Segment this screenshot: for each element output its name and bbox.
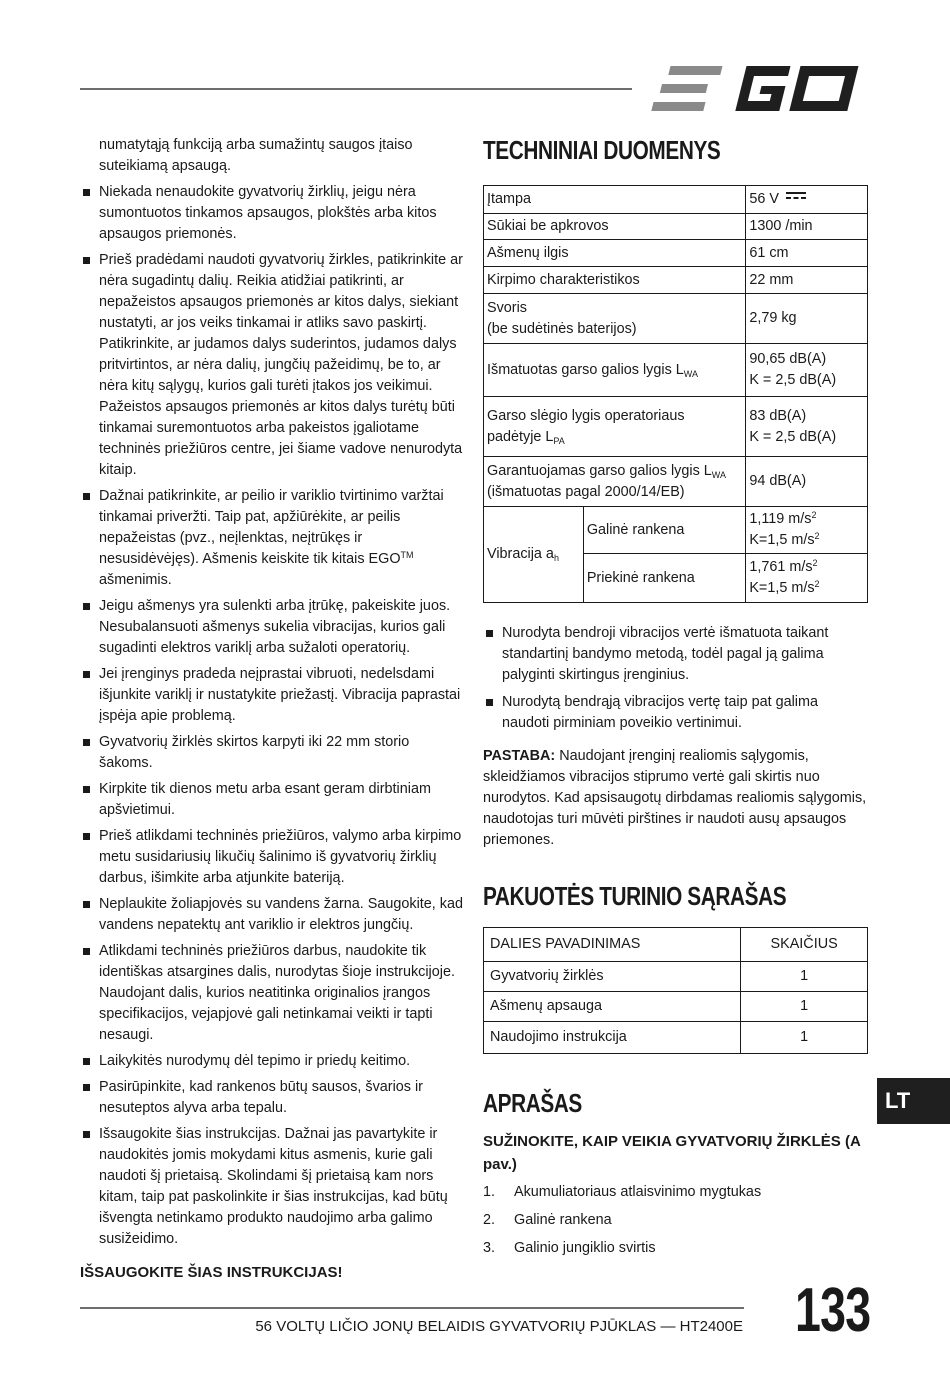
bullet-square-icon <box>83 948 90 955</box>
bullet-square-icon <box>83 493 90 500</box>
package-table <box>483 927 868 1054</box>
list-item: Nurodyta bendroji vibracijos vertė išmatuota taikant standartinį bandymo metodą, todėl pagal ją galima palyginti skirtingus įrenginius. <box>483 623 868 686</box>
list-item: Atlikdami techninės priežiūros darbus, naudokite tik identiškas atsargines dalis, nurodytas šioje instrukcijoje. Naudojant dalis, kurios neatitinka originalios įrangos specifikacijos, vejapjovė gali netinkamai veikti ir tapti nesaugi. <box>80 941 464 1046</box>
table-row: Sūkiai be apkrovos 1300 /min <box>484 214 868 240</box>
dc-symbol-icon <box>786 191 806 201</box>
list-item: Neplaukite žoliapjovės su vandens žarna. Saugokite, kad vandens nepatektų ant variklio ir elektros jungčių. <box>80 894 464 936</box>
safety-column <box>80 135 464 1283</box>
trademark-mark: TM <box>400 550 414 560</box>
table-row: DALIES PAVADINIMAS SKAIČIUS <box>484 928 868 962</box>
bullet-square-icon <box>83 1131 90 1138</box>
language-tab: LT <box>877 1078 950 1124</box>
specs-title: TECHNINIAI DUOMENYS <box>483 135 721 165</box>
note-paragraph: PASTABA: Naudojant įrenginį realiomis sąlygomis, skleidžiamos vibracijos stiprumo vertė gali skirtis nuo nurodytos. Kad apsisaugotų dirbdamas realiomis sąlygomis, naudotojas turi mūvėti pirštines ir naudoti ausų apsaugos priemones. <box>483 748 867 848</box>
table-row: Garso slėgio lygis operatoriaus padėtyje $L_{PA}$ 83 dB(A) K = 2,5 dB(A) <box>484 397 868 457</box>
specs-table <box>483 185 868 603</box>
list-item: Niekada nenaudokite gyvatvorių žirklių, jeigu nėra sumontuotos tinkamos apsaugos, plokštės arba kitos apsaugos priemonės. <box>80 182 464 245</box>
list-item: Gyvatvorių žirklės skirtos karpyti iki 22 mm storio šakoms. <box>80 732 464 774</box>
table-row: Kirpimo charakteristikos 22 mm <box>484 267 868 294</box>
list-item: Kirpkite tik dienos metu arba esant geram dirbtiniam apšvietimui. <box>80 779 464 821</box>
description-title: APRAŠAS <box>483 1088 582 1118</box>
page-number: 133 <box>795 1276 871 1345</box>
list-item: Dažnai patikrinkite, ar peilio ir variklio tvirtinimo varžtai tinkamai priveržti. Taip pat, apžiūrėkite, ar peilis nepažeistas (pvz., neįlenktas, neįtrūkęs ir nesusidėvėjęs). Ašmenis keiskite tik kitais EGO™ ašmenimis. <box>80 486 464 591</box>
bullet-square-icon <box>83 1058 90 1065</box>
table-row: Svoris (be sudėtinės baterijos) 2,79 kg <box>484 294 868 344</box>
table-row: Priekinė rankena 1,761 $m/s^2$ K=1,5 $m/s^2$ <box>484 554 868 603</box>
list-item: 2. Galinė rankena <box>483 1212 612 1228</box>
list-item: Prieš atlikdami techninės priežiūros, valymo arba kirpimo metu susidariusių likučių šalinimo iš gyvatvorių žirklių darbus, išimkite arba atjunkite bateriją. <box>80 826 464 889</box>
table-row: Ašmenų ilgis 61 cm <box>484 240 868 267</box>
table-row: Ašmenų apsauga 1 <box>484 992 868 1022</box>
list-item: Jei įrenginys pradeda neįprastai vibruoti, nedelsdami išjunkite variklį ir nustatykite priežastį. Vibracija paprastai įspėja apie problemą. <box>80 664 464 727</box>
bullet-square-icon <box>486 699 493 706</box>
table-row: Naudojimo instrukcija 1 <box>484 1022 868 1054</box>
bullet-square-icon <box>83 1084 90 1091</box>
bullet-square-icon <box>83 257 90 264</box>
bullet-square-icon <box>83 901 90 908</box>
footer-title: 56 VOLTŲ LIČIO JONŲ BELAIDIS GYVATVORIŲ PJŪKLAS — HT2400E <box>255 1318 743 1335</box>
bullet-square-icon <box>83 189 90 196</box>
list-item: 3. Galinio jungiklio svirtis <box>483 1240 656 1256</box>
list-item: Laikykitės nurodymų dėl tepimo ir priedų keitimo. <box>80 1051 464 1072</box>
specs-column <box>483 133 868 1266</box>
table-row: Vibracija $a_h$ Galinė rankena 1,119 $m/s^2$ K=1,5 $m/s^2$ <box>484 507 868 554</box>
list-item: Jeigu ašmenys yra sulenkti arba įtrūkę, pakeiskite juos. Nesubalansuoti ašmenys sukelia vibracijas, kurios gali sugadinti elektros variklį arba sužaloti operatorių. <box>80 596 464 659</box>
list-item: Išsaugokite šias instrukcijas. Dažnai jas pavartykite ir naudokitės jomis mokydami kitus asmenis, kurie gali naudoti šį prietaisą. Skolindami šį prietaisą kam nors kitam, taip pat paskolinkite ir šias instrukcijas, kad būtų išvengta netinkamo produkto naudojimo arba galimo susižeidimo. <box>80 1124 464 1250</box>
bullet-square-icon <box>83 833 90 840</box>
bottom-rule <box>80 1307 744 1309</box>
description-list <box>483 1182 868 1259</box>
package-title: PAKUOTĖS TURINIO SĄRAŠAS <box>483 881 787 911</box>
bullet-square-icon <box>486 630 493 637</box>
vibration-notes <box>483 623 868 734</box>
ego-logo <box>650 60 862 118</box>
save-instructions-heading: IŠSAUGOKITE ŠIAS INSTRUKCIJAS! <box>80 1264 343 1281</box>
list-item: Nurodytą bendrąją vibracijos vertę taip pat galima naudoti pirminiam poveikio vertinimui. <box>483 692 868 734</box>
bullet-square-icon <box>83 739 90 746</box>
list-item: Prieš pradėdami naudoti gyvatvorių žirkles, patikrinkite ar nėra sugadintų dalių. Reikia atidžiai patikrinti, ar nepažeistos apsaugos priemonės ar kitos dalys, siekiant nustatyti, ar jos veiks tinkamai ir atliks savo paskirtį. Patikrinkite, ar judamos dalys suderintos, judamos dalys pritvirtintos, ar nėra dalių, jungčių pažeidimų, be to, ar nėra kitų sąlygų, kurios gali turėti įtakos jos veikimui. Pažeistos apsaugos priemonės ar kitos dalys turėtų būti tinkamai suremontuotos arba pakeistos įgaliotame techninės priežiūros centre, jei šiame vadove nenurodyta kitaip. <box>80 250 464 481</box>
top-rule <box>80 88 632 90</box>
safety-list <box>80 182 464 1250</box>
list-item: 1. Akumuliatoriaus atlaisvinimo mygtukas <box>483 1184 762 1200</box>
description-subtitle: SUŽINOKITE, KAIP VEIKIA GYVATVORIŲ ŽIRKLĖS (A pav.) <box>483 1133 861 1173</box>
table-row: Išmatuotas garso galios lygis $L_{WA}$ 90,65 dB(A) K = 2,5 dB(A) <box>484 344 868 397</box>
list-item: Pasirūpinkite, kad rankenos būtų sausos, švarios ir nesuteptos alyva arba tepalu. <box>80 1077 464 1119</box>
table-row: Gyvatvorių žirklės 1 <box>484 962 868 992</box>
bullet-square-icon <box>83 786 90 793</box>
table-row: Garantuojamas garso galios lygis $L_{WA}$ (išmatuotas pagal 2000/14/EB) 94 dB(A) <box>484 457 868 507</box>
bullet-square-icon <box>83 603 90 610</box>
table-row: Įtampa 56 V <box>484 186 868 214</box>
intro-continuation: numatytąją funkciją arba sumažintų saugos įtaiso suteikiamą apsaugą. <box>99 137 413 174</box>
bullet-square-icon <box>83 671 90 678</box>
